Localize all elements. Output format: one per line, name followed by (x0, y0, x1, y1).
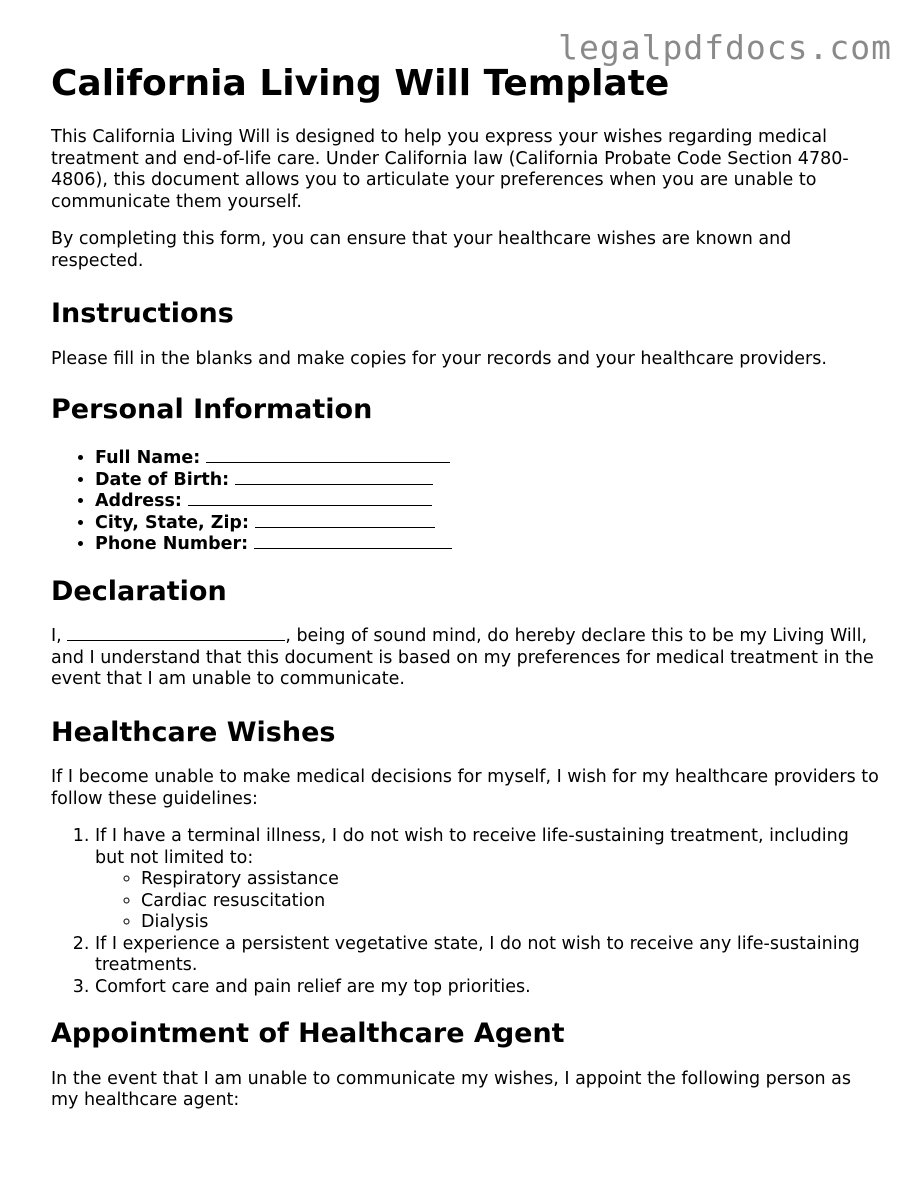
declaration-heading: Declaration (51, 575, 227, 607)
document-page (51, 62, 881, 1128)
page-title: California Living Will Template (51, 63, 670, 104)
phone-number-blank[interactable] (254, 547, 452, 549)
intro-paragraph-2: By completing this form, you can ensure that your healthcare wishes are known and respected. (51, 229, 792, 271)
instructions-text: Please fill in the blanks and make copies for your records and your healthcare providers. (51, 348, 827, 369)
healthcare-wishes-intro: If I become unable to make medical decisions for myself, I wish for my healthcare providers to follow these guidelines: (51, 767, 879, 809)
field-phone-number: • Phone Number: (95, 534, 881, 556)
field-address: • Address: (95, 491, 881, 513)
date-of-birth-blank[interactable] (235, 483, 433, 485)
wish-item: 3. Comfort care and pain relief are my top priorities. (95, 977, 881, 999)
healthcare-wishes-list (51, 826, 881, 998)
declarant-name-blank[interactable] (67, 639, 285, 641)
intro-paragraph-1: This California Living Will is designed to help you express your wishes regarding medical treatment and end-of-life care. Under California law (California Probate Code Section 4780-4806), this document allows you to articulate your preferences when you are unable to communicate them yourself. (51, 127, 849, 212)
city-state-zip-blank[interactable] (255, 526, 435, 528)
watermark: legalpdfdocs.com (558, 28, 892, 67)
agent-text: In the event that I am unable to communicate my wishes, I appoint the following person as my healthcare agent: (51, 1068, 852, 1111)
healthcare-wishes-heading: Healthcare Wishes (51, 716, 336, 748)
personal-info-heading: Personal Information (51, 394, 373, 426)
address-blank[interactable] (188, 504, 432, 506)
instructions-heading: Instructions (51, 298, 234, 330)
declaration-text: I, , being of sound mind, do hereby declare this to be my Living Will, and I understand that this document is based on my preferences for medical treatment in the event that I am unable to communicate. (51, 626, 874, 690)
full-name-blank[interactable] (206, 461, 450, 463)
treatment-item: ◦ Cardiac resuscitation (141, 891, 881, 913)
treatment-item: ◦ Dialysis (141, 912, 881, 934)
treatment-sublist (95, 869, 881, 934)
personal-info-list (51, 448, 881, 556)
wish-item: 2. If I experience a persistent vegetative state, I do not wish to receive any life-sustaining treatments. (95, 934, 881, 977)
field-city-state-zip: • City, State, Zip: (95, 513, 881, 535)
field-date-of-birth: • Date of Birth: (95, 470, 881, 492)
agent-heading: Appointment of Healthcare Agent (51, 1018, 565, 1050)
treatment-item: ◦ Respiratory assistance (141, 869, 881, 891)
field-full-name: • Full Name: (95, 448, 881, 470)
wish-item: 1. If I have a terminal illness, I do not wish to receive life-sustaining treatment, including but not limited to: ◦ Respiratory assistance ◦ Cardiac resuscitation ◦ Dialysis (95, 826, 881, 934)
